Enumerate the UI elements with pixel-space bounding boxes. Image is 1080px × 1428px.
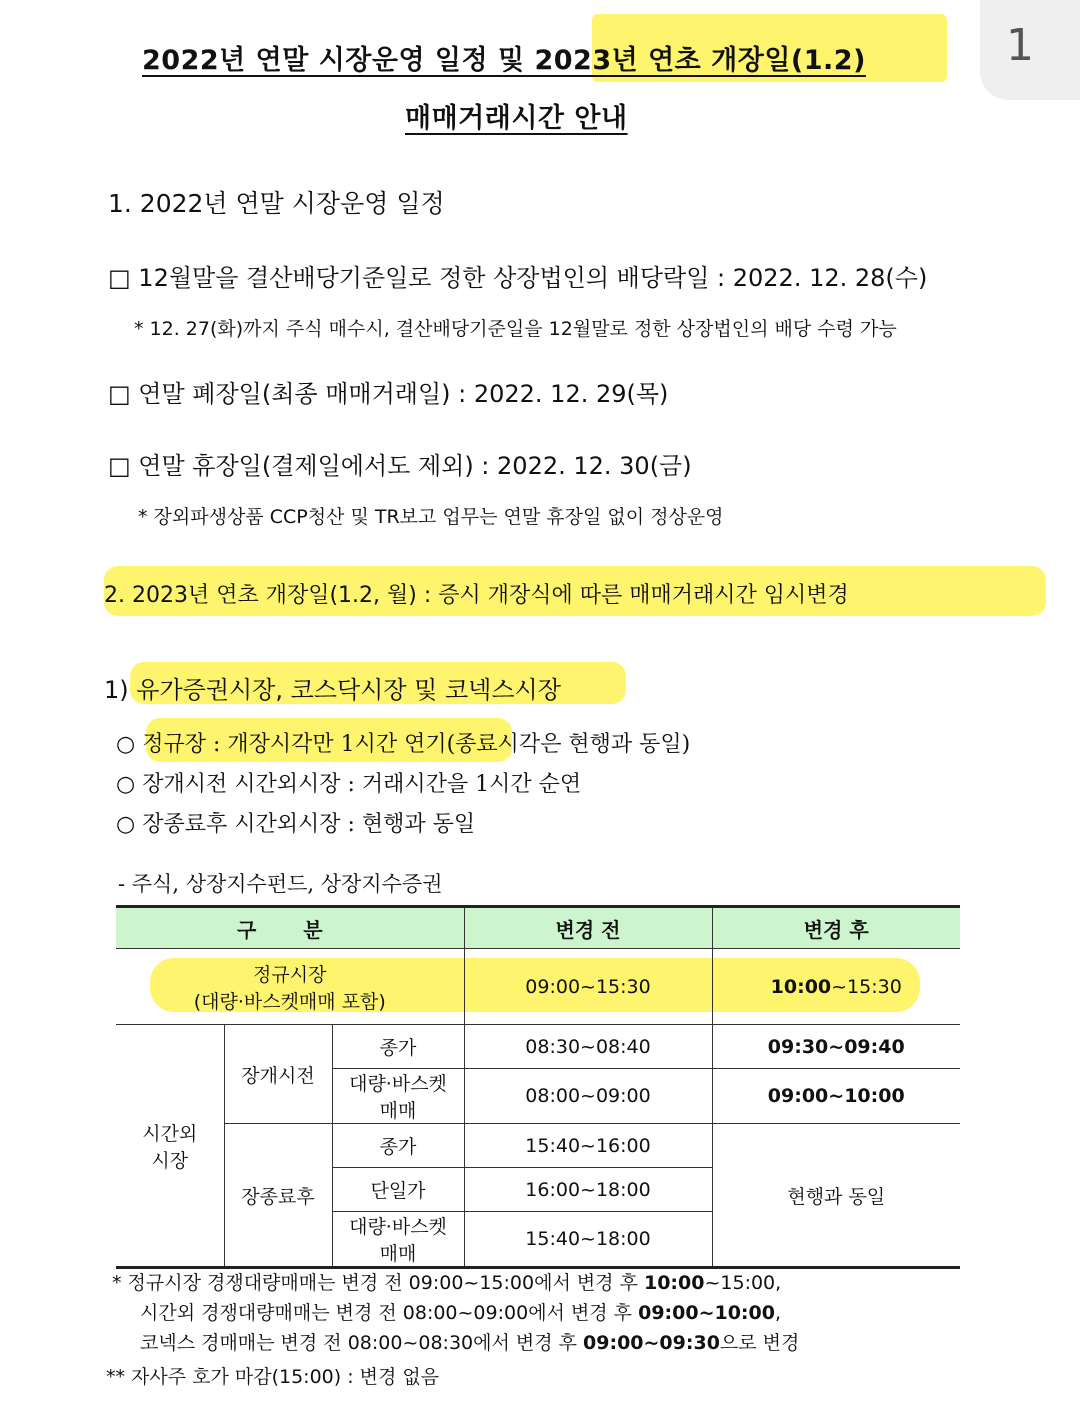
footnote-line3-bold: 09:00~09:30 [583,1332,720,1354]
section2-sub1: 1) 유가증권시장, 코스닥시장 및 코넥스시장 [104,676,561,704]
section1-heading: 1. 2022년 연말 시장운영 일정 [108,189,445,218]
offhours-label-line2: 시장 [151,1149,189,1172]
pre-close-before: 08:30~08:40 [464,1025,712,1069]
page-number: 1 [1006,20,1034,71]
pre-close-type: 종가 [332,1025,464,1069]
post-after-unchanged: 현행과 동일 [712,1124,960,1268]
pre-block-type-line2: 매매 [379,1100,417,1122]
post-single-type: 단일가 [332,1168,464,1212]
header-category: 구 분 [116,907,464,949]
regular-after-end: ~15:30 [831,975,902,998]
footnote-line3-end: 으로 변경 [719,1332,800,1354]
regular-market-label-line1: 정규시장 [253,963,327,986]
footnote-line3 [112,1328,799,1358]
title-line1: 2022년 연말 시장운영 일정 및 2023년 연초 개장일(1.2) [142,45,866,76]
footnote-line3-text: 코넥스 경매매는 변경 전 08:00~08:30에서 변경 후 [140,1332,584,1354]
header-before: 변경 전 [464,907,712,949]
section1-note1: * 12. 27(화)까지 주식 매수시, 결산배당기준일을 12월말로 정한 상장법인의 배당 수령 가능 [134,318,897,340]
regular-market-label [116,949,464,1025]
section1-item3: □ 연말 휴장일(결제일에서도 제외) : 2022. 12. 30(금) [108,452,692,480]
regular-market-label-line2: (대량·바스켓매매 포함) [193,990,386,1013]
table-row-post-close [116,1124,960,1168]
header-after: 변경 후 [712,907,960,949]
trading-hours-table [116,905,960,1269]
post-block-before: 15:40~18:00 [464,1212,712,1268]
section1-item1: □ 12월말을 결산배당기준일로 정한 상장법인의 배당락일 : 2022. 12. 28(수) [108,264,928,292]
section2-bullet-2: ○ 장개시전 시간외시장 : 거래시간을 1시간 순연 [116,772,582,797]
footnote-line2-text: 시간외 경쟁대량매매는 변경 전 08:00~09:00에서 변경 후 [140,1302,639,1324]
pre-close-after: 09:30~09:40 [712,1025,960,1069]
footnote-line1 [112,1268,799,1298]
offhours-label-line1: 시간외 [142,1122,198,1145]
pre-block-type [332,1069,464,1124]
footnote-line2-end: , [774,1302,782,1324]
footnote-line2-bold: 09:00~10:00 [638,1302,775,1324]
regular-after [712,949,960,1025]
footnote-line2 [112,1298,799,1328]
post-single-before: 16:00~18:00 [464,1168,712,1212]
section1-item2: □ 연말 폐장일(최종 매매거래일) : 2022. 12. 29(목) [108,380,669,408]
section2-bullet-3: ○ 장종료후 시간외시장 : 현행과 동일 [116,812,476,837]
table-caption: - 주식, 상장지수펀드, 상장지수증권 [118,872,443,896]
post-block-type-line2: 매매 [379,1243,417,1265]
pre-market-label: 장개시전 [224,1025,332,1124]
table-row-regular [116,949,960,1025]
table-row-pre-close [116,1025,960,1069]
title-line2: 매매거래시간 안내 [405,103,628,134]
pre-block-before: 08:00~09:00 [464,1069,712,1124]
footnote-line4: ** 자사주 호가 마감(15:00) : 변경 없음 [106,1366,440,1388]
post-close-type: 종가 [332,1124,464,1168]
section2-heading: 2. 2023년 연초 개장일(1.2, 월) : 증시 개장식에 따른 매매거래시간 임시변경 [104,583,849,608]
post-block-type-line1: 대량·바스켓 [349,1216,447,1238]
footnote-line1-bold: 10:00 [643,1272,705,1294]
table-header-row [116,907,960,949]
footnotes [106,1268,800,1392]
offhours-label [116,1025,224,1268]
footnote-line1-end: ~15:00, [704,1272,782,1294]
regular-before: 09:00~15:30 [464,949,712,1025]
section2-bullet-1: ○ 정규장 : 개장시각만 1시간 연기(종료시각은 현행과 동일) [116,732,691,757]
pre-block-after: 09:00~10:00 [712,1069,960,1124]
post-block-type [332,1212,464,1268]
pre-block-type-line1: 대량·바스켓 [349,1073,447,1095]
page-number-badge [980,0,1080,100]
section1-note2: * 장외파생상품 CCP청산 및 TR보고 업무는 연말 휴장일 없이 정상운영 [138,506,724,528]
post-close-before: 15:40~16:00 [464,1124,712,1168]
footnote-line1-text: * 정규시장 경쟁대량매매는 변경 전 09:00~15:00에서 변경 후 [112,1272,644,1294]
post-market-label: 장종료후 [224,1124,332,1268]
regular-after-start: 10:00 [770,975,832,998]
